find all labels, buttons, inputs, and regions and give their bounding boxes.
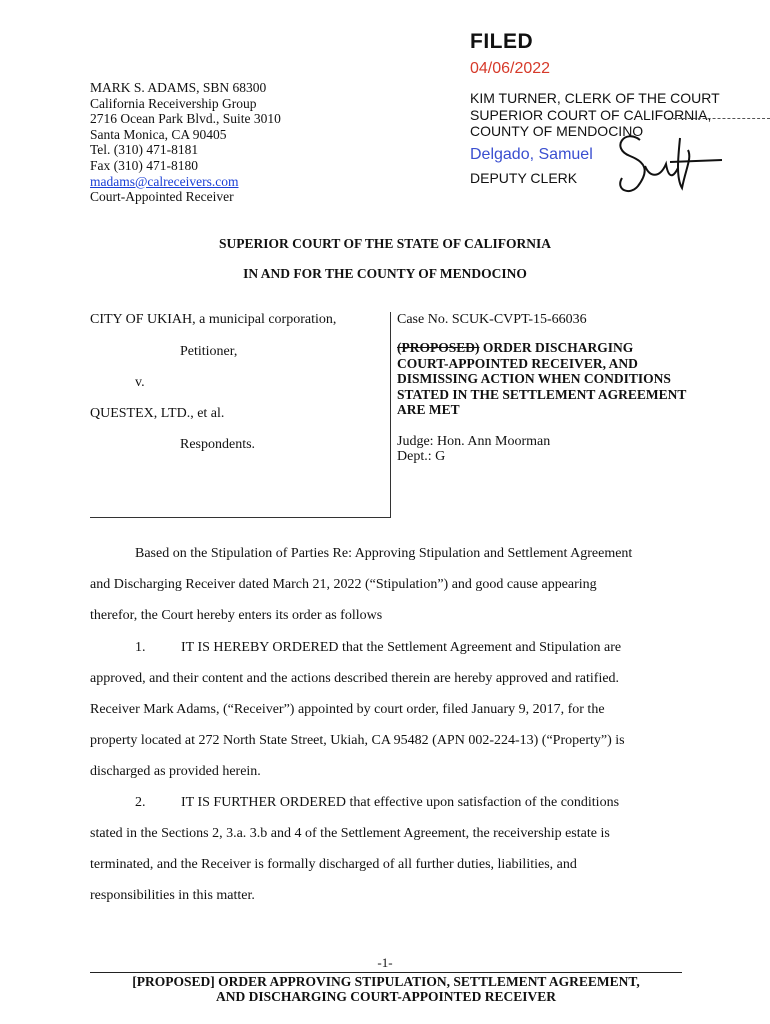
- attorney-firm: California Receivership Group: [90, 95, 257, 111]
- footer-title: [90, 974, 682, 1004]
- order-title: [397, 340, 687, 418]
- item-1-line-3: Receiver Mark Adams, (“Receiver”) appointed by court order, filed January 9, 2017, for the: [90, 702, 605, 717]
- attorney-email-link[interactable]: madams@calreceivers.com: [90, 173, 239, 189]
- attorney-tel: Tel. (310) 471-8181: [90, 142, 199, 158]
- intro-line-1: Based on the Stipulation of Parties Re: Approving Stipulation and Settlement Agreement: [135, 546, 633, 561]
- item-1-number: 1.: [135, 640, 146, 655]
- attorney-block: [90, 80, 281, 205]
- item-1-line-5: discharged as provided herein.: [90, 764, 261, 779]
- item-2-number: 2.: [135, 795, 146, 810]
- intro-line-3: therefor, the Court hereby enters its order as follows: [90, 608, 383, 623]
- attorney-address-line2: Santa Monica, CA 90405: [90, 126, 227, 142]
- clerk-signature-graphic: [600, 128, 730, 208]
- caption-vertical-divider: [390, 312, 391, 518]
- attorney-address-line1: 2716 Ocean Park Blvd., Suite 3010: [90, 111, 281, 127]
- item-2-line-4: responsibilities in this matter.: [90, 888, 255, 903]
- attorney-name: MARK S. ADAMS, SBN 68300: [90, 80, 267, 95]
- item-1-line-1: IT IS HEREBY ORDERED that the Settlement Agreement and Stipulation are: [181, 640, 622, 655]
- petitioner-label: Petitioner,: [180, 344, 238, 359]
- order-title-text: ORDER DISCHARGING COURT-APPOINTED RECEIVER, AND DISMISSING ACTION WHEN CONDITIONS STATED IN THE SETTLEMENT AGREEMENT ARE MET: [397, 340, 687, 418]
- attorney-fax: Fax (310) 471-8180: [90, 157, 198, 173]
- clerk-line-2: SUPERIOR COURT OF CALIFORNIA,: [470, 106, 712, 123]
- court-heading-line-2: IN AND FOR THE COUNTY OF MENDOCINO: [243, 266, 527, 281]
- stamp-dashed-line: [668, 118, 770, 119]
- footer-line-1: [PROPOSED] ORDER APPROVING STIPULATION, SETTLEMENT AGREEMENT,: [132, 974, 640, 989]
- judge-name: Judge: Hon. Ann Moorman: [397, 433, 551, 449]
- filed-date: 04/06/2022: [470, 60, 551, 77]
- filed-label: FILED: [470, 30, 534, 53]
- item-1-line-2: approved, and their content and the actions described therein are hereby approved and ratified.: [90, 671, 620, 686]
- footer-line-2: AND DISCHARGING COURT-APPOINTED RECEIVER: [216, 989, 556, 1004]
- department: Dept.: G: [397, 449, 446, 465]
- item-2-line-1: IT IS FURTHER ORDERED that effective upon satisfaction of the conditions: [181, 795, 620, 810]
- attorney-role: Court-Appointed Receiver: [90, 189, 234, 205]
- caption-bottom-rule: [90, 517, 391, 518]
- clerk-line-1: KIM TURNER, CLERK OF THE COURT: [470, 90, 720, 106]
- caption-case-info: [397, 312, 687, 465]
- versus-label: v.: [135, 375, 145, 390]
- petitioner-name: CITY OF UKIAH, a municipal corporation,: [90, 312, 337, 327]
- item-2-line-2: stated in the Sections 2, 3.a. 3.b and 4 of the Settlement Agreement, the receivership estate is: [90, 826, 610, 841]
- court-heading-line-1: SUPERIOR COURT OF THE STATE OF CALIFORNIA: [218, 236, 552, 251]
- deputy-clerk-title: DEPUTY CLERK: [470, 169, 578, 186]
- respondent-label: Respondents.: [180, 437, 256, 452]
- respondent-name: QUESTEX, LTD., et al.: [90, 406, 225, 421]
- order-title-struck: (PROPOSED): [397, 340, 480, 355]
- deputy-clerk-name: Delgado, Samuel: [470, 145, 593, 163]
- clerk-line-3: COUNTY OF MENDOCINO: [470, 123, 644, 139]
- case-number: Case No. SCUK-CVPT-15-66036: [397, 312, 587, 327]
- page-number: -1-: [377, 955, 393, 970]
- footer-rule: [90, 972, 682, 973]
- intro-line-2: and Discharging Receiver dated March 21, 2022 (“Stipulation”) and good cause appearing: [90, 577, 597, 592]
- item-1-line-4: property located at 272 North State Street, Ukiah, CA 95482 (APN 002-224-13) (“Property”) is: [90, 733, 625, 748]
- item-2-line-3: terminated, and the Receiver is formally discharged of all further duties, liabilities, and: [90, 857, 577, 872]
